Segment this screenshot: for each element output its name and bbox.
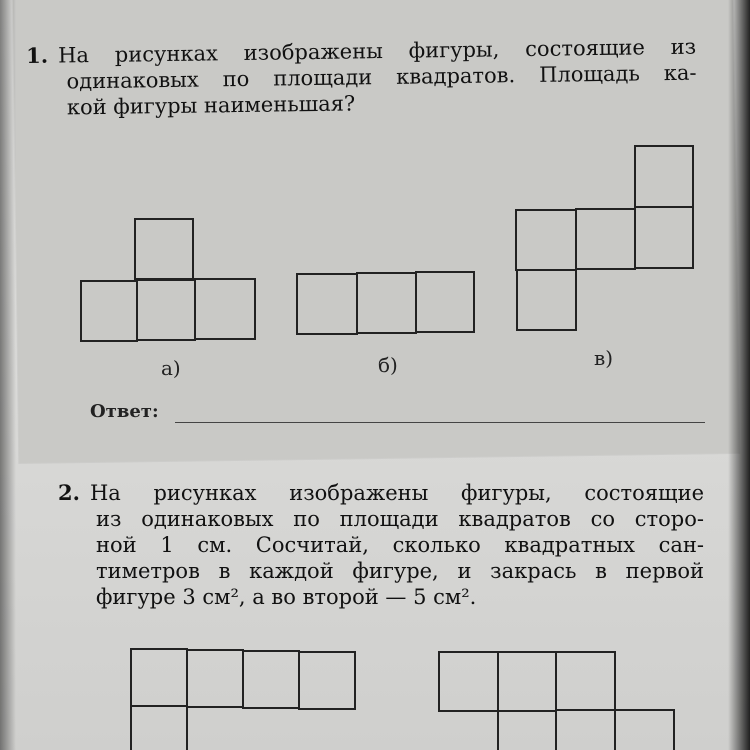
figure-label-a: а): [161, 356, 181, 380]
problem-1-number: 1.: [26, 42, 49, 68]
problem-2-line-4: тиметров в каждой фигуре, и закрась в первой: [96, 559, 704, 583]
problem-2-line-3: ной 1 см. Сосчитай, сколько квадратных сан-: [96, 533, 704, 557]
problem-2-line-5: фигуре 3 см², а во второй — 5 см².: [96, 585, 477, 609]
problem-2: [58, 480, 704, 610]
problem-1-line-3: кой фигуры наименьшая?: [66, 91, 356, 120]
problem-2-number: 2.: [58, 480, 80, 505]
figure-label-b: б): [378, 353, 398, 377]
page-right-edge: [728, 0, 750, 750]
figure-2-2: [439, 652, 674, 750]
answer-label: Ответ:: [90, 401, 159, 422]
figure-a: [81, 219, 255, 341]
figure-label-c: в): [594, 346, 614, 370]
problem-1-line-2: одинаковых по площади квадратов. Площадь ка-: [66, 60, 697, 94]
figure-2-1: [131, 649, 355, 750]
figure-c: [516, 146, 693, 330]
page-edge-shadow: [0, 0, 16, 750]
problem-1-line-1: 1. На рисунках изображены фигуры, состоящие из: [26, 34, 697, 68]
problem-2-line-2: из одинаковых по площади квадратов со сторо-: [96, 507, 704, 531]
problem-2-line-1: 2. На рисунках изображены фигуры, состоящие: [58, 480, 704, 505]
answer-line[interactable]: [175, 422, 705, 423]
figure-b: [297, 272, 474, 334]
